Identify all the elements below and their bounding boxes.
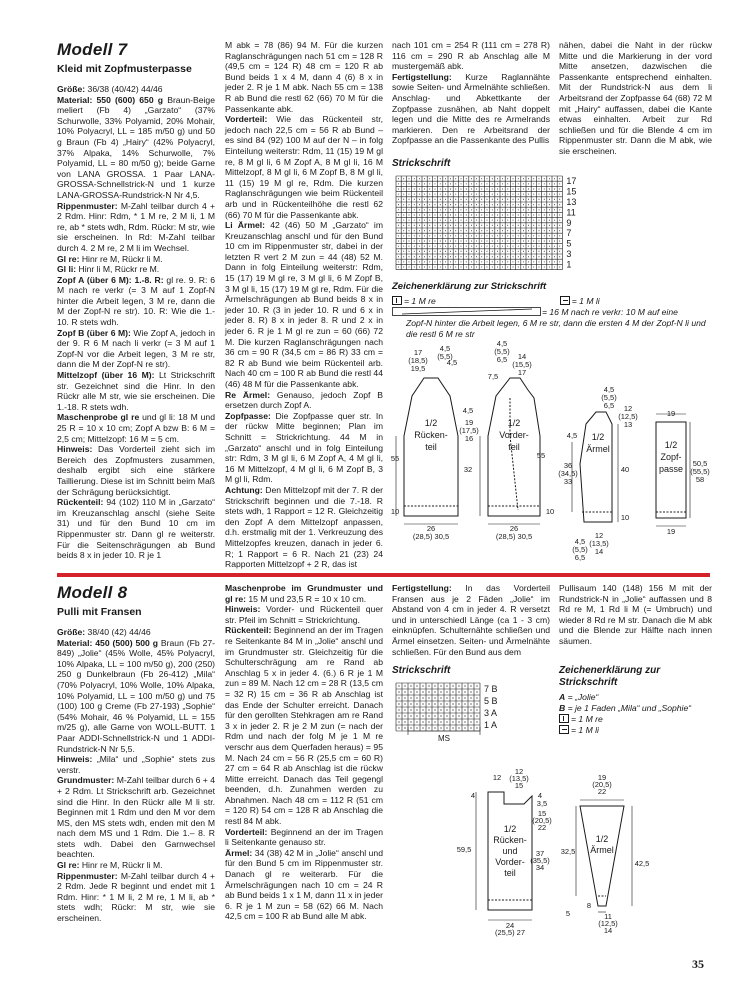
paragraph: Vorderteil: Beginnend an der im Tragen li Seitenkante genauso str. <box>225 826 383 848</box>
m7-instructions-4 <box>559 40 712 157</box>
svg-text:1/2: 1/2 <box>503 824 517 834</box>
svg-text:12: 12 <box>514 767 524 776</box>
cable-symbol-icon <box>392 307 542 316</box>
svg-text:(28,5) 30,5: (28,5) 30,5 <box>412 532 450 541</box>
paragraph: Zopfpasse: Die Zopfpasse quer str. In der rückw Mitte beginnen; Plan im Schnitt = Strickrichtung. 44 M in „Garzato“ anschl und in folg Einteilung str: Rdm, 3 M gl li, 6 M Zopf A, 4 M gl li, 16 M Mittelzopf, 4 M gl li, 6 M Zopf B, 3 M gl li, Rdm. <box>225 410 383 485</box>
svg-text:6,5: 6,5 <box>574 553 586 562</box>
paragraph: Re Ärmel: Genauso, jedoch Zopf B ersetzen durch Zopf A. <box>225 389 383 411</box>
paragraph: Mittelzopf (über 16 M): Lt Strickschrift str. Gezeichnet sind die Hinr. In den Rückr alle M str, wie sie erscheinen. Die 1.-18. R stets wdh. <box>57 370 215 412</box>
m8-instructions-1 <box>57 627 215 924</box>
svg-text:14: 14 <box>603 926 613 935</box>
svg-text:(28,5) 30,5: (28,5) 30,5 <box>495 532 533 541</box>
svg-text:Vorder-: Vorder- <box>495 857 525 867</box>
paragraph: Rückenteil: 94 (102) 110 M in „Garzato“ im Kreuzanschlag anschl (siehe Seite 31) und für den Bund 10 cm im Rippenmuster str. Dann gl re weiterstr. Für die Seitenschrägungen ab Bund beids 8 x in jeder 10. R je 1 <box>57 497 215 561</box>
svg-text:(12,5): (12,5) <box>618 412 638 421</box>
svg-text:Ärmel: Ärmel <box>586 444 610 454</box>
paragraph: Größe: 38/40 (42) 44/46 <box>57 627 151 637</box>
svg-text:teil: teil <box>425 442 437 452</box>
svg-text:4,5: 4,5 <box>574 537 586 546</box>
paragraph: Vorderteil: Wie das Rückenteil str, jedoch nach 22,5 cm = 56 R ab Bund – es sind 84 (92) 100 M auf der N – in folg Einteilung weiterstr: Rdm, 11 (15) 19 M gl re, 8 M gl li, 6 M Zopf A, 8 M gl li, 16 M Mittelzopf, 8 M gl li, 6 M Zopf B, 8 M gl li, 11 (15) 19 M gl re, Rdm. Die kurzen Raglanschrägungen wie beim Rückenteil arb und in Rückenteilhöhe die restl 62 (66) 70 M für die Passenkante abk. <box>225 114 383 220</box>
svg-text:(15,5): (15,5) <box>512 360 532 369</box>
m7-subtitle: Kleid mit Zopfmusterpasse <box>57 63 192 75</box>
row-number: 1 A <box>484 720 498 730</box>
svg-text:Vorder-: Vorder- <box>499 430 529 440</box>
m7-sleeve-shape <box>580 412 612 522</box>
svg-text:(34,5): (34,5) <box>558 469 578 478</box>
paragraph: Gl re: Hinr re M, Rückr li M. <box>57 253 163 264</box>
svg-text:12: 12 <box>623 404 633 413</box>
svg-text:(5,5): (5,5) <box>437 352 453 361</box>
svg-text:4: 4 <box>470 791 476 800</box>
purl-symbol-icon <box>560 296 570 305</box>
svg-text:(20,5): (20,5) <box>592 780 612 789</box>
svg-text:19: 19 <box>597 773 607 782</box>
paragraph: Rippenmuster: M-Zahl teilbar durch 4 + 2 Rdm. Hinr: Rdm, * 1 M re, 2 M li, 1 M re, ab * stets wdh, Rdm. Rückr: M str, wie sie erscheinen. In Rd: M-Zahl teilbar durch 4. 2 M re, 2 M li im Wechsel. <box>57 200 215 253</box>
paragraph: Hinweis: Vorder- und Rückenteil quer str. Pfeil im Schnitt = Strickrichtung. <box>225 604 383 625</box>
svg-text:26: 26 <box>509 524 519 533</box>
svg-text:4,5: 4,5 <box>603 385 615 394</box>
row-number: 11 <box>566 207 576 218</box>
paragraph: Zopf A (über 6 M): 1.-8. R: gl re. 9. R: 6 M nach re verkr (= 3 M auf 1 Zopf-N hinter die Arbeit legen, 3 M re, dann die M der Zopf-N re str). 10. R: Wie die 1.- 10. R stets wdh. <box>57 274 215 328</box>
svg-text:58: 58 <box>695 475 705 484</box>
m8-instructions-2 <box>225 583 383 922</box>
m8-instructions-4 <box>559 583 712 647</box>
svg-text:(13,5): (13,5) <box>509 774 529 783</box>
paragraph: Hinweis: Das Vorderteil zieht sich im Bereich des Zopfmusters zusammen, deshalb ergibt sich eine stärkere Taillierung. Diese ist im Schnitt beim Maß der Schrägung berücksichtigt. <box>57 444 215 497</box>
paragraph: Hinweis: „Mila“ und „Sophie“ stets zus verstr. <box>57 754 215 775</box>
page-number: 35 <box>692 957 704 971</box>
svg-text:17: 17 <box>413 348 423 357</box>
paragraph: Maschenprobe gl re und gl li: 18 M und 25 R = 10 x 10 cm; Zopf A bzw B: 6 M = 2,5 cm; Mittelzopf: 16 M = 5 cm. <box>57 412 215 444</box>
row-number: 15 <box>566 186 577 197</box>
paragraph: nach 101 cm = 254 R (111 cm = 278 R) 116 cm = 290 R ab Anschlag alle M mustergemäß abk. <box>392 40 550 72</box>
m7-column-1 <box>57 40 215 561</box>
svg-text:teil: teil <box>504 868 516 878</box>
svg-text:4,5: 4,5 <box>566 431 578 440</box>
m7-instructions-3 <box>392 40 550 146</box>
row-number: 5 B <box>484 696 498 706</box>
svg-text:(5,5): (5,5) <box>572 545 588 554</box>
m8-sleeve-shape <box>580 806 624 906</box>
paragraph: Achtung: Den Mittelzopf mit der 7. R der Strickschrift beginnen und die 7.-18. R stets wdh, 1 Rapport = 12 R. Gleichzeitig den Zopf A dem Mittelzopf anpassen, d.h. erstmalig mit der 1. Verkreuzung des Mittelzopfes kreuzen, danach in jeder 6. R; 1 Rapport = 6 R. Nach 21 (23) 24 Rapporten Mittelzopf + 2 R, das ist <box>225 484 383 570</box>
m7-column-3 <box>392 40 550 146</box>
svg-text:22: 22 <box>597 787 607 796</box>
knit-symbol-icon <box>392 296 402 305</box>
svg-text:4,5: 4,5 <box>462 406 474 415</box>
svg-text:1/2: 1/2 <box>664 440 678 450</box>
svg-text:Rücken-: Rücken- <box>493 835 527 845</box>
row-number: 7 <box>566 228 572 239</box>
svg-text:(20,5): (20,5) <box>532 816 552 825</box>
svg-text:teil: teil <box>508 442 520 452</box>
svg-text:19: 19 <box>464 418 474 427</box>
svg-text:(35,5): (35,5) <box>530 856 550 865</box>
svg-text:12: 12 <box>492 773 502 782</box>
svg-text:Rücken-: Rücken- <box>414 430 448 440</box>
svg-text:19: 19 <box>666 527 676 536</box>
paragraph: M abk = 78 (86) 94 M. Für die kurzen Raglanschrägungen nach 51 cm = 128 R (49,5 cm = 124 R) 48 cm = 120 R ab Bund beids 1 x 4 M, dann 4 (6) 8 x in jeder 2. R je 1 M abk. Nach 55 cm = 138 R ab Bund die restl 62 (66) 70 M für die Passenkante abk. <box>225 40 383 114</box>
row-number: 3 <box>566 249 572 259</box>
paragraph: Grundmuster: M-Zahl teilbar durch 6 + 4 + 2 Rdm. Lt Strickschrift arb. Gezeichnet sind die Hinr. In den Rückr alle M li str. Beginnen mit 1 Rdm und den M vor dem MS, den MS stets wdh, enden mit den M nach dem MS und 1 Rdm. Die 1.– 8. R stets wdh. Dabei den Garnwechsel beachten. <box>57 775 215 860</box>
m8-chart-grid <box>396 683 536 753</box>
svg-text:(17,5): (17,5) <box>459 426 479 435</box>
svg-text:(5,5): (5,5) <box>494 347 510 356</box>
svg-text:42,5: 42,5 <box>634 859 650 868</box>
svg-text:50,5: 50,5 <box>692 459 708 468</box>
svg-text:19,5: 19,5 <box>410 364 426 373</box>
m7-legend: = 1 M re = 1 M li = 16 M nach re verkr: 10 M auf eine Zopf-N hinter die Arbeit legen, 6 M re str, dann die ersten 4 M der Zopf-N li und die restl 6 M re str <box>392 296 712 340</box>
row-number: 9 <box>566 217 572 228</box>
svg-text:12: 12 <box>594 531 604 540</box>
paragraph: Material: 550 (600) 650 g Braun-Beige meliert (Fb 4) „Garzato“ (37% Schurwolle, 33% Polyamid, 20% Mohair, 10% Polyacryl, LL = 185 m/50 g) und 50 g Braun (Fb 4) „Hairy“ (42% Polyacryl, 37% Alpaka, 14% Schurwolle, 7% Polyamid, LL = 80 m/50 g); beide Garne von LANA GROSSA. 1 Paar LANA-GROSSA-Schnellstrick-N und 1 kurze LANA-GROSSA-Rundstrick-N Nr 4,5. <box>57 94 215 200</box>
svg-text:(18,5): (18,5) <box>408 356 428 365</box>
paragraph: Fertigstellung: Kurze Raglannähte sowie Seiten- und Ärmelnähte schließen. Anschlag- und Abkettkante der Zopfpasse zusnähen, ab Naht doppelt legen und die Mitte des re Armelrands markieren. Den re Arbeitsrand der Zopfpasse an die Passenkante des Pullis <box>392 71 550 146</box>
svg-text:1/2: 1/2 <box>591 432 605 442</box>
svg-text:33: 33 <box>563 477 573 486</box>
section-divider <box>57 573 710 577</box>
svg-text:15: 15 <box>514 781 524 790</box>
row-number: 17 <box>566 176 577 187</box>
m7-legend-title: Zeichenerklärung zur Strickschrift <box>392 281 547 292</box>
svg-text:34: 34 <box>535 863 545 872</box>
row-number: 7 B <box>484 684 498 694</box>
row-number: 3 A <box>484 708 498 718</box>
svg-text:59,5: 59,5 <box>456 845 472 854</box>
svg-text:15: 15 <box>537 809 547 818</box>
row-number: 1 <box>566 259 572 270</box>
m8-instructions-3 <box>392 583 550 657</box>
svg-text:(55,5): (55,5) <box>690 467 710 476</box>
svg-text:36: 36 <box>563 461 573 470</box>
m8-legend: A = „Jolie“ B = je 1 Faden „Mila“ und „Sophie“ = 1 M re = 1 M li <box>559 692 692 735</box>
svg-text:und: und <box>502 846 518 856</box>
svg-text:10: 10 <box>545 507 555 516</box>
paragraph: Fertigstellung: In das Vorderteil Fransen aus je 2 Fäden „Jolie“ im Abstand von 4 cm in jeder 4. R versetzt und in unterschiedl Länge (ca 1 - 3 cm) einknüpfen. Schulternähte schließen und Ärmel einsetzen. Seiten- und Ärmelnähte schließen. Für den Bund aus dem <box>392 583 550 657</box>
svg-text:26: 26 <box>426 524 436 533</box>
m7-title: Modell 7 <box>57 40 128 59</box>
svg-text:4,5: 4,5 <box>439 344 451 353</box>
svg-text:32: 32 <box>463 465 473 474</box>
svg-text:37: 37 <box>535 849 545 858</box>
svg-text:(13,5): (13,5) <box>589 539 609 548</box>
svg-text:passe: passe <box>658 464 684 474</box>
svg-text:13: 13 <box>623 420 633 429</box>
paragraph: Material: 450 (500) 500 g Braun (Fb 27-849) „Jolie“ (45% Wolle, 45% Polyacryl, 10% Alpaka, LL = 100 m/50 g), 200 (250) 250 g Dunkelbraun (Fb 26-412) „Mila“ (70% Polyacryl, 10% Wolle, 10% Alpaka, 10% Polyamid, LL = 100 m/50 g) und 75 (100) 100 g Creme (Fb 27-193) „Sophie“ (54% Mohair, 46 % Polyamid, LL = 155 m/25 g), alle Garne von WOLL-BUTT. 1 Paar ADDI-Schnellstrick-N und 1 ADDI-Rundstrick-N Nr 5,5. <box>57 637 215 754</box>
m7-schematic <box>390 338 720 578</box>
row-number: 13 <box>566 197 577 207</box>
svg-text:22: 22 <box>537 823 547 832</box>
paragraph: Pullisaum 140 (148) 156 M mit der Rundstrick-N in „Jolie“ auffassen und 8 Rd re M, 1 Rd li M (= Umbruch) und wieder 8 Rd re M str. Danach die M abk und die Blende zur Hälfte nach innen säumen. <box>559 583 712 646</box>
row-number: 5 <box>566 238 572 249</box>
svg-text:55: 55 <box>390 454 400 463</box>
m8-column-1 <box>57 583 215 924</box>
svg-text:16: 16 <box>464 434 474 443</box>
purl-symbol-icon <box>559 725 569 734</box>
knit-symbol-icon <box>559 714 569 723</box>
m7-column-4 <box>559 40 712 157</box>
svg-text:1/2: 1/2 <box>595 834 609 844</box>
svg-text:Zopf-: Zopf- <box>660 452 682 462</box>
m8-schematic <box>392 767 722 940</box>
paragraph: Ärmel: 34 (38) 42 M in „Jolie“ anschl und für den Bund 5 cm im Rippenmuster str. Danach gl re weiterarb. Für die Ärmelschrägungen nach 10 cm = 24 R ab Bund beids 1 x 1 M, dann 11 x in jeder 6. R je 1 M zun = 58 (62) 66 M. Nach 42,5 cm = 100 R ab Bund alle M abk. <box>225 847 383 922</box>
svg-text:4: 4 <box>537 791 543 800</box>
ms-label: MS <box>438 734 450 743</box>
m7-chart-grid <box>396 176 586 272</box>
svg-text:14: 14 <box>594 547 604 556</box>
svg-text:5: 5 <box>565 909 571 918</box>
paragraph: Rückenteil: Beginnend an der im Tragen re Seitenkante 84 M in „Jolie“ anschl und im Grundmuster str. Gleichzeitig für die Schulterschrägung am re Rand ab Anschlag 5 x in jeder 4. (6.) 6 R je 1 M zun = 89 M. Nach 12 cm = 28 R (13,5 cm = 32 R) 15 cm = 36 R ab Anschlag ist das Ende der Schulter erreicht. Danach für den gerollten Stehkragen am re Rand 3 x in jeder 2. R je 2 M zun (= nach der Rdm und nach der folg M je 1 M re verschr aus dem Querfaden heraus) = 95 M. Nach 24 cm = 56 R (25,5 cm = 60 R) 27 cm = 64 R ab Anschlag ist die rückw Mitte erreicht. Danach das Teil gegengl beenden, d.h. Zunahmen werden zu Abnahmen. Nach 48 cm = 112 R (51 cm = 120 R) 54 cm = 128 R ab Anschlag die restl 84 M abk. <box>225 625 383 827</box>
svg-text:55: 55 <box>536 451 546 460</box>
svg-text:6,5: 6,5 <box>496 355 508 364</box>
svg-text:(12,5): (12,5) <box>598 919 618 928</box>
paragraph: nähen, dabei die Naht in der rückw Mitte und die Markierung in der vord Mitte ansetzen, dazwischen die Passenkante entsprechend einhalten. Mit der Rundstrick-N aus dem li Arbeitsrand der Zopfpasse 64 (68) 72 M mit „Hairy“ auffassen, dabei die Kante etwas einhalten. Arbeit zur Rd schließen und für die Blende 4 cm im Rippenmuster str. Dann die M abk, wie sie erscheinen. <box>559 40 712 156</box>
m8-legend-title: Zeichenerklärung zur Strickschrift <box>559 665 661 688</box>
m7-chart-title: Strickschrift <box>392 158 451 169</box>
svg-text:1/2: 1/2 <box>507 418 521 428</box>
svg-text:(25,5) 27: (25,5) 27 <box>494 928 526 937</box>
paragraph: Gl re: Hinr re M, Rückr li M. <box>57 860 163 871</box>
paragraph: Rippenmuster: M-Zahl teilbar durch 4 + 2 Rdm. Jede R beginnt und endet mit 1 Rdm. Hinr: * 1 M li, 2 M re, 1 M li, ab * stets wdh; Rückr: M str, wie sie erscheinen. <box>57 870 215 924</box>
svg-text:(5,5): (5,5) <box>601 393 617 402</box>
svg-text:19: 19 <box>666 409 676 418</box>
svg-text:17: 17 <box>517 368 527 377</box>
svg-text:6,5: 6,5 <box>603 401 615 410</box>
paragraph: Größe: 36/38 (40/42) 44/46 <box>57 84 163 94</box>
m8-title: Modell 8 <box>57 583 128 602</box>
svg-text:40: 40 <box>620 465 630 474</box>
svg-text:10: 10 <box>620 513 630 522</box>
m7-instructions-1 <box>57 84 215 561</box>
m8-subtitle: Pulli mit Fransen <box>57 606 142 618</box>
svg-text:4,5: 4,5 <box>496 339 508 348</box>
paragraph: Li Ärmel: 42 (46) 50 M „Garzato“ im Kreuzanschlag anschl und für den Bund 10 cm im Rippenmuster str, dabei in der letzten R vert 2 M zun = 44 (48) 52 M. Dann in folg Einteilung weiterstr: Rdm, 15 (17) 19 M gl re, 3 M gl li, 6 M Zopf B, 3 M gl li, 15 (17) 19 M gl re, Rdm. Für die Ärmelschrägungen ab Bund beids 8 x in jeder 10. R (3 in jeder 10. R und 6 x in jeder 8. R) 8 x in jeder 8. R und 2 x in jeder 6. R je 1 M gl re zun = 60 (66) 72 M. Die kurzen Raglanschrägungen nach 36 cm = 90 R (34,5 cm = 86 R) 33 cm = 82 R ab Bund wie beim Rückenteil arb. Nach 40 cm = 100 R ab Bund die restl 44 (46) 48 M für die Passenkante abk. <box>225 220 383 389</box>
m7-column-2 <box>225 40 383 570</box>
paragraph: Gl li: Hinr li M, Rückr re M. <box>57 264 160 275</box>
svg-text:11: 11 <box>604 912 612 921</box>
svg-text:1/2: 1/2 <box>424 418 438 428</box>
m7-instructions-2 <box>225 40 383 570</box>
paragraph: Maschenprobe im Grundmuster und gl re: 15 M und 23,5 R = 10 x 10 cm. <box>225 583 383 604</box>
m8-column-4 <box>559 583 712 647</box>
m8-chart-title: Strickschrift <box>392 665 451 676</box>
svg-text:8: 8 <box>586 901 592 910</box>
svg-text:Ärmel: Ärmel <box>590 845 614 855</box>
svg-text:14: 14 <box>517 352 527 361</box>
paragraph: Zopf B (über 6 M): Wie Zopf A, jedoch in der 9. R 6 M nach li verkr (= 3 M auf 1 Zopf-N vor die Arbeit legen, 3 M re str, dann die M der Zopf-N re str). <box>57 327 216 370</box>
m8-column-3 <box>392 583 550 657</box>
svg-text:32,5: 32,5 <box>560 847 576 856</box>
svg-text:10: 10 <box>390 507 400 516</box>
svg-text:7,5: 7,5 <box>487 372 499 381</box>
svg-text:4,5: 4,5 <box>446 358 458 367</box>
svg-text:3,5: 3,5 <box>536 799 548 808</box>
svg-text:24: 24 <box>505 921 515 930</box>
m8-column-2 <box>225 583 383 922</box>
